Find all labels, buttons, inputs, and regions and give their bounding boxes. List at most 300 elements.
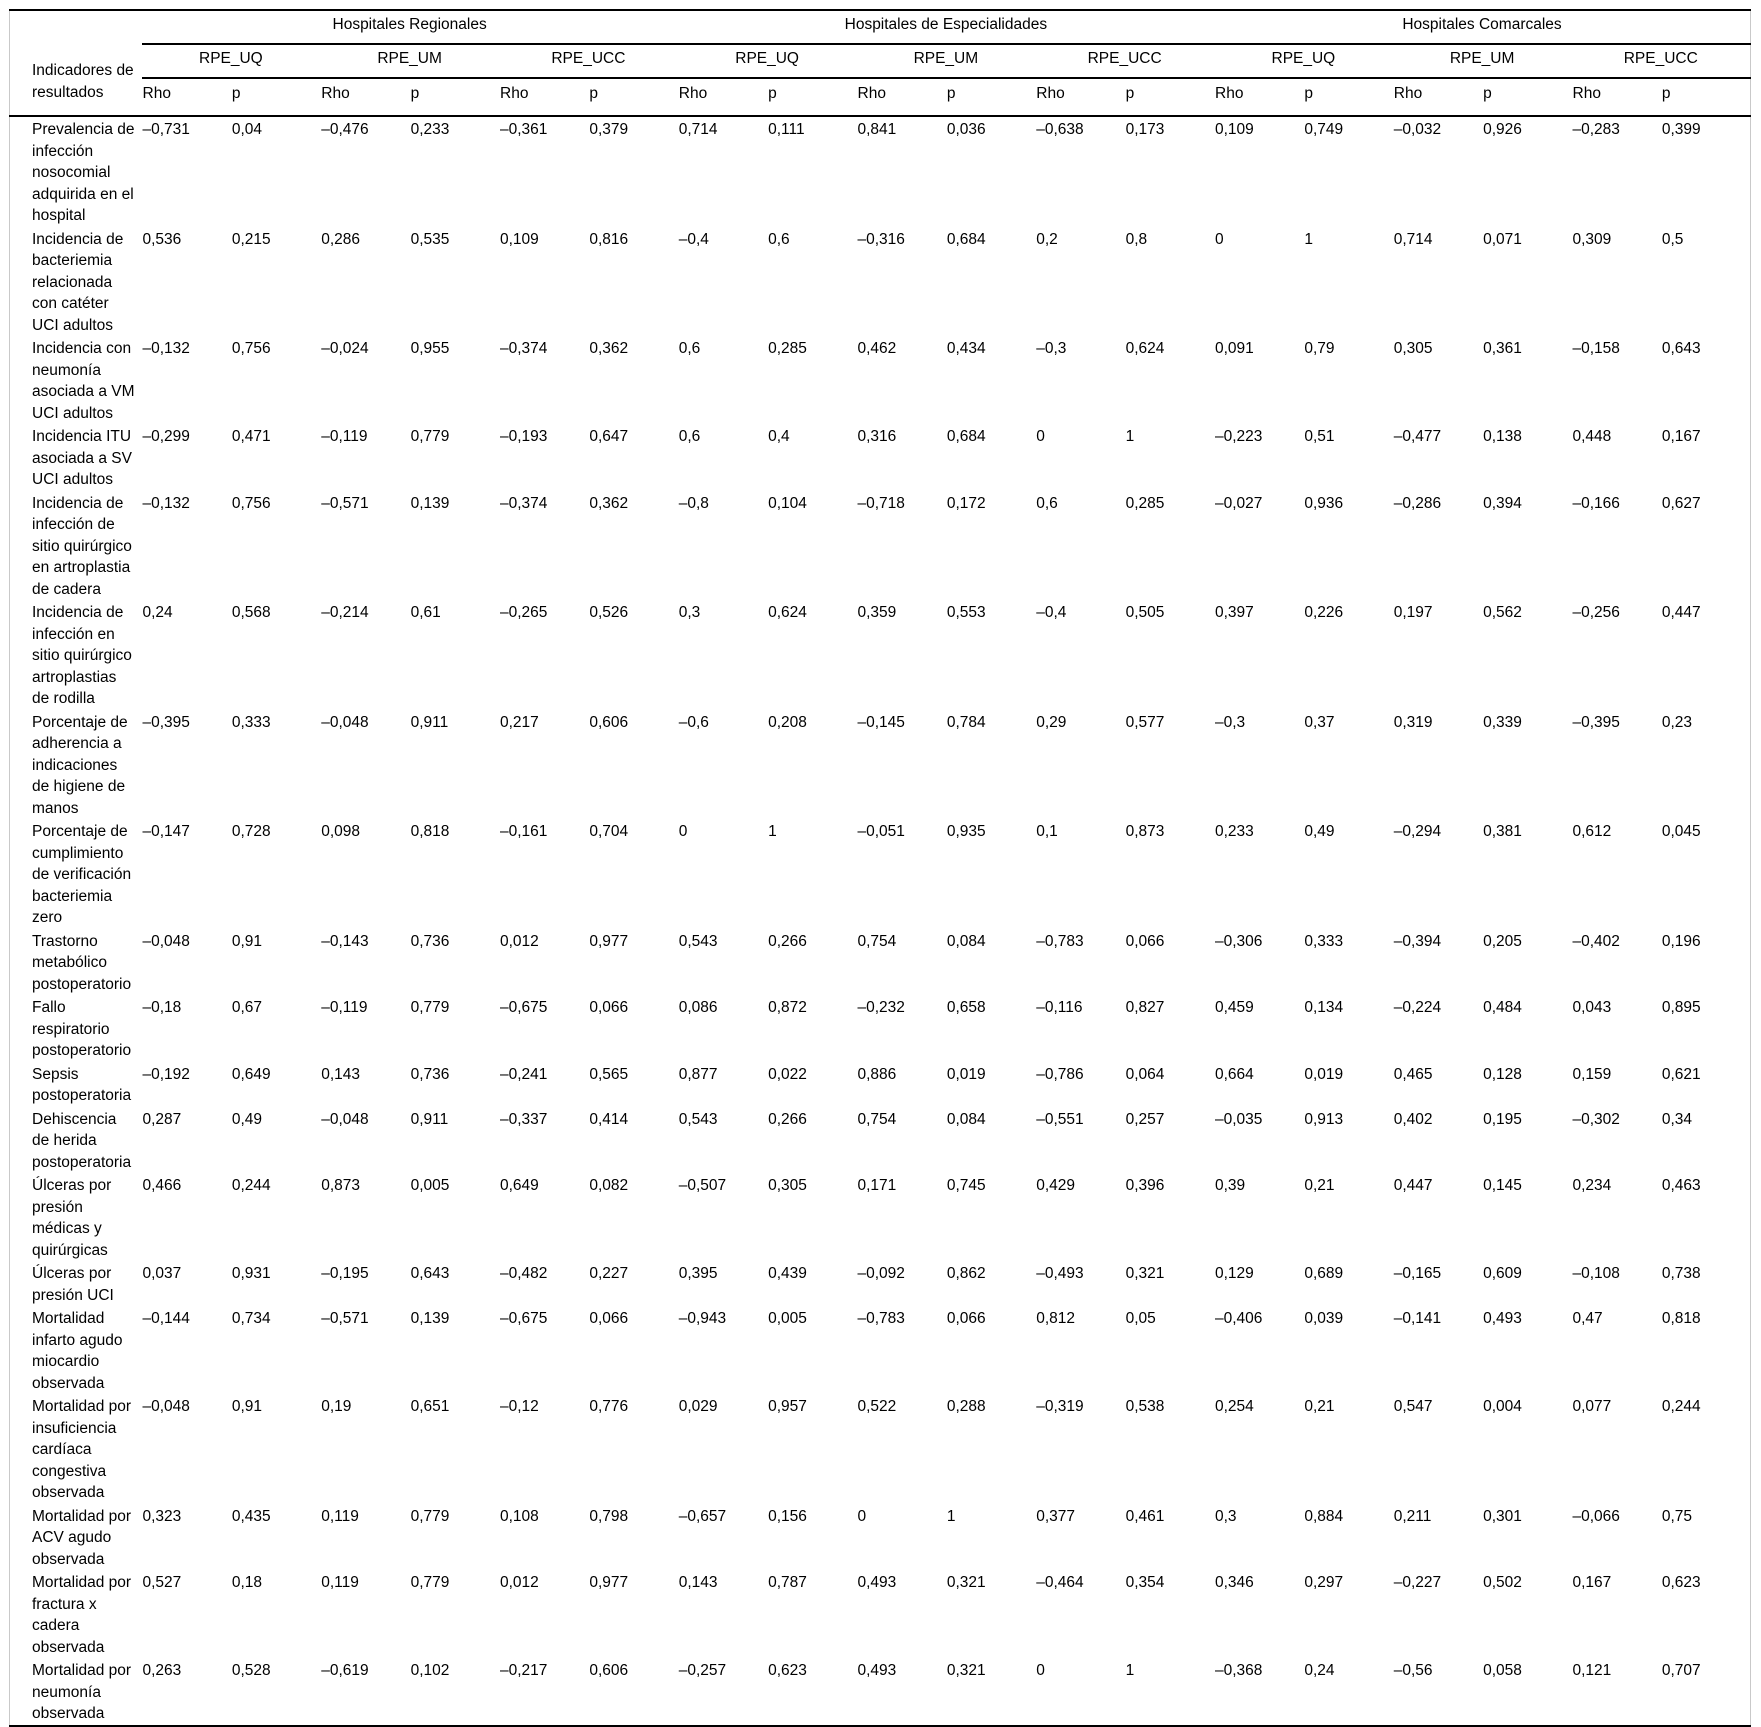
cell-value: –0,56 (1393, 1662, 1433, 1679)
cell-value: 0,022 (768, 1065, 807, 1083)
cell-value: 0,39 (1215, 1177, 1246, 1194)
table-row (10, 1570, 1751, 1658)
cell-value: 0,394 (1483, 494, 1522, 512)
cell-value: –0,675 (500, 1310, 548, 1327)
cell-value: 0,111 (768, 121, 805, 138)
subgroup-header: RPE_UM (857, 44, 1036, 78)
stat-header: p (1661, 78, 1751, 116)
cell-value: –0,294 (1393, 823, 1442, 840)
cell-value: 0,447 (1393, 1177, 1433, 1194)
cell-value: –0,571 (321, 1310, 369, 1327)
cell-value: 0,171 (857, 1177, 897, 1194)
cell-value: –0,116 (1036, 999, 1083, 1016)
cell-value: 0,05 (1125, 1310, 1156, 1327)
table-row (10, 1062, 1751, 1107)
cell-value: 0,1 (1036, 823, 1058, 840)
stat-header: p (231, 78, 320, 116)
cell-value: –0,265 (500, 604, 548, 621)
cell-value: –0,147 (142, 823, 190, 840)
cell-value: 0,754 (857, 1110, 897, 1128)
cell-value: 0,208 (768, 713, 807, 731)
cell-value: –0,477 (1393, 428, 1442, 445)
cell-value: 0,257 (1125, 1110, 1165, 1128)
cell-value: 0,4 (768, 428, 790, 445)
cell-value: 0,04 (231, 121, 263, 138)
cell-value: 0,129 (1215, 1265, 1254, 1282)
cell-value: 0,286 (321, 230, 361, 248)
cell-value: 0,728 (231, 823, 271, 840)
cell-value: –0,4 (1036, 604, 1067, 621)
cell-value: 0,448 (1572, 428, 1612, 445)
stat-header: p (1303, 78, 1392, 116)
cell-value: 0,004 (1483, 1398, 1522, 1415)
cell-value: 0,736 (410, 932, 450, 950)
cell-value: 0,536 (142, 230, 182, 248)
table-row (10, 1394, 1751, 1504)
cell-value: 0,305 (768, 1177, 807, 1194)
cell-value: –0,051 (857, 823, 905, 840)
cell-value: 0,738 (1661, 1265, 1701, 1282)
cell-value: 0,51 (1304, 428, 1335, 445)
cell-value: 0,606 (589, 713, 629, 731)
cell-value: 0,779 (410, 428, 450, 445)
cell-value: 0,562 (1483, 604, 1522, 621)
row-label: Sepsis postoperatoria (32, 1065, 132, 1104)
cell-value: 0,077 (1572, 1398, 1612, 1415)
stat-header: Rho (1572, 78, 1661, 116)
cell-value: 0,612 (1572, 823, 1612, 840)
row-label: Mortalidad por fractura x cadera observada (32, 1574, 132, 1656)
cell-value: 0,215 (231, 230, 271, 248)
cell-value: 0,79 (1304, 340, 1335, 357)
cell-value: 0,463 (1661, 1177, 1701, 1194)
cell-value: 0,877 (678, 1065, 718, 1083)
cell-value: –0,144 (142, 1310, 190, 1327)
cell-value: 0,977 (589, 932, 629, 950)
cell-value: 0,543 (678, 1110, 718, 1128)
cell-value: 0,217 (500, 713, 539, 731)
cell-value: –0,361 (500, 121, 548, 138)
cell-value: 0,818 (1661, 1310, 1701, 1327)
cell-value: –0,783 (1036, 932, 1084, 950)
cell-value: 0,745 (946, 1177, 986, 1194)
cell-value: 0,689 (1304, 1265, 1344, 1282)
cell-value: 0,643 (410, 1265, 450, 1282)
cell-value: –0,783 (857, 1310, 905, 1327)
cell-value: –0,092 (857, 1265, 905, 1282)
subgroup-header: RPE_UQ (1214, 44, 1393, 78)
subgroup-header: RPE_UQ (678, 44, 857, 78)
cell-value: 0,21 (1304, 1177, 1335, 1194)
table-row (10, 227, 1751, 337)
cell-value: 0,734 (231, 1310, 271, 1327)
table-body (10, 116, 1751, 1726)
cell-value: –0,217 (500, 1662, 548, 1679)
cell-value: 0,21 (1304, 1398, 1335, 1415)
cell-value: 0,779 (410, 1507, 450, 1525)
subgroup-header: RPE_UQ (142, 44, 321, 78)
cell-value: –0,493 (1036, 1265, 1084, 1282)
cell-value: 0,459 (1215, 999, 1254, 1016)
cell-value: 0,684 (946, 428, 986, 445)
cell-value: –0,192 (142, 1065, 190, 1083)
table-row (10, 710, 1751, 820)
cell-value: 0,547 (1393, 1398, 1433, 1415)
cell-value: 0,526 (589, 604, 629, 621)
subgroup-header: RPE_UCC (499, 44, 678, 78)
cell-value: 0,082 (589, 1177, 629, 1194)
cell-value: 0,798 (589, 1507, 629, 1525)
cell-value: 0,543 (678, 932, 718, 950)
cell-value: –0,306 (1215, 932, 1263, 950)
cell-value: 0,568 (231, 604, 271, 621)
cell-value: 0,623 (1661, 1574, 1701, 1591)
stat-header: p (946, 78, 1035, 116)
cell-value: –0,257 (678, 1662, 727, 1679)
cell-value: –0,227 (1393, 1574, 1442, 1591)
cell-value: 0,538 (1125, 1398, 1165, 1415)
cell-value: 0,776 (589, 1398, 629, 1415)
row-label: Mortalidad por ACV agudo observada (32, 1507, 132, 1568)
cell-value: 0,502 (1483, 1574, 1522, 1591)
cell-value: 0,309 (1572, 230, 1612, 248)
cell-value: 0,381 (1483, 823, 1522, 840)
stat-header: p (588, 78, 677, 116)
table-row (10, 929, 1751, 996)
cell-value: 0,285 (768, 340, 807, 357)
cell-value: –0,232 (857, 999, 905, 1016)
cell-value: –0,299 (142, 428, 190, 445)
cell-value: –0,048 (321, 713, 369, 731)
cell-value: –0,395 (142, 713, 190, 731)
cell-value: –0,035 (1215, 1110, 1263, 1128)
group-header-regionales: Hospitales Regionales (142, 10, 678, 44)
cell-value: 0,522 (857, 1398, 897, 1415)
cell-value: 0,873 (321, 1177, 361, 1194)
cell-value: 0,6 (1036, 494, 1058, 512)
cell-value: –0,6 (678, 713, 709, 731)
cell-value: 0,244 (231, 1177, 271, 1194)
cell-value: 0,886 (857, 1065, 897, 1083)
cell-value: 1 (946, 1507, 956, 1525)
cell-value: –0,283 (1572, 121, 1620, 138)
cell-value: 0,471 (231, 428, 271, 445)
cell-value: 0,439 (768, 1265, 807, 1282)
cell-value: 0,816 (589, 230, 629, 248)
cell-value: 0,873 (1125, 823, 1165, 840)
table-row (10, 1261, 1751, 1306)
cell-value: 0,139 (410, 1310, 450, 1327)
cell-value: 0,649 (231, 1065, 271, 1083)
cell-value: 0,119 (321, 1507, 359, 1525)
cell-value: 0,91 (231, 932, 263, 950)
cell-value: 0,884 (1304, 1507, 1344, 1525)
cell-value: 0,297 (1304, 1574, 1344, 1591)
cell-value: 0,67 (231, 999, 263, 1016)
cell-value: 0,066 (589, 1310, 629, 1327)
cell-value: 0,108 (500, 1507, 539, 1525)
cell-value: 0,143 (321, 1065, 361, 1083)
cell-value: 0,145 (1483, 1177, 1522, 1194)
cell-value: –0,256 (1572, 604, 1620, 621)
subgroup-header: RPE_UM (320, 44, 499, 78)
cell-value: 0,263 (142, 1662, 182, 1679)
cell-value: 0,196 (1661, 932, 1701, 950)
stat-header: Rho (499, 78, 588, 116)
cell-value: 0,058 (1483, 1662, 1522, 1679)
cell-value: –0,214 (321, 604, 369, 621)
cell-value: 0,535 (410, 230, 450, 248)
row-label: Mortalidad por insuficiencia cardíaca congestiva observada (32, 1398, 132, 1501)
cell-value: 0,195 (1483, 1110, 1522, 1128)
cell-value: 0,756 (231, 340, 271, 357)
stat-header: Rho (1393, 78, 1482, 116)
table-row (10, 1173, 1751, 1261)
table-row (10, 116, 1751, 227)
cell-value: 0,465 (1393, 1065, 1433, 1083)
cell-value: –0,166 (1572, 494, 1620, 512)
row-label: Trastorno metabólico postoperatorio (32, 932, 132, 993)
stat-header: p (1125, 78, 1214, 116)
cell-value: –0,18 (142, 999, 182, 1016)
cell-value: 0,138 (1483, 428, 1522, 445)
cell-value: –0,12 (500, 1398, 539, 1415)
stat-header: Rho (1214, 78, 1303, 116)
cell-value: 0,714 (678, 121, 718, 138)
cell-value: 0,779 (410, 1574, 450, 1591)
cell-value: 0,197 (1393, 604, 1433, 621)
cell-value: –0,675 (500, 999, 548, 1016)
cell-value: 0,019 (946, 1065, 986, 1083)
row-label: Incidencia de infección en sitio quirúrgico artroplastias de rodilla (32, 604, 132, 707)
cell-value: –0,158 (1572, 340, 1620, 357)
cell-value: 0,143 (678, 1574, 718, 1591)
row-label: Fallo respiratorio postoperatorio (32, 999, 132, 1059)
cell-value: 0,47 (1572, 1310, 1603, 1327)
cell-value: 0,205 (1483, 932, 1522, 950)
cell-value: 0,3 (678, 604, 701, 621)
cell-value: –0,319 (1036, 1398, 1084, 1415)
cell-value: 0,362 (589, 494, 629, 512)
cell-value: –0,394 (1393, 932, 1442, 950)
cell-value: 0,29 (1036, 713, 1067, 731)
cell-value: 0,012 (500, 932, 539, 950)
cell-value: –0,108 (1572, 1265, 1620, 1282)
stat-header: Rho (1035, 78, 1124, 116)
cell-value: –0,731 (142, 121, 190, 138)
cell-value: –0,048 (142, 1398, 190, 1415)
cell-value: –0,619 (321, 1662, 369, 1679)
cell-value: 1 (768, 823, 777, 840)
cell-value: 0,377 (1036, 1507, 1076, 1525)
cell-value: 0,321 (1125, 1265, 1165, 1282)
group-header-row (10, 10, 1751, 44)
row-label: Úlceras por presión médicas y quirúrgicas (32, 1177, 112, 1259)
cell-value: –0,337 (500, 1110, 548, 1128)
cell-value: –0,132 (142, 340, 190, 357)
cell-value: 0,414 (589, 1110, 629, 1128)
cell-value: 0,75 (1661, 1507, 1693, 1525)
cell-value: 0,6 (678, 340, 701, 357)
cell-value: 0,098 (321, 823, 361, 840)
cell-value: 0,254 (1215, 1398, 1254, 1415)
row-label: Porcentaje de adherencia a indicaciones de higiene de manos (32, 713, 128, 817)
table-row (10, 1306, 1751, 1394)
cell-value: 1 (1304, 230, 1313, 248)
cell-value: 0,913 (1304, 1110, 1344, 1128)
cell-value: 0,323 (142, 1507, 182, 1525)
cell-value: 0,493 (1483, 1310, 1522, 1327)
cell-value: 0,977 (589, 1574, 629, 1591)
cell-value: 0,321 (946, 1662, 986, 1679)
cell-value: 0,812 (1036, 1310, 1076, 1327)
cell-value: 0,527 (142, 1574, 182, 1591)
cell-value: 0,577 (1125, 713, 1165, 731)
cell-value: –0,3 (1215, 713, 1246, 731)
cell-value: 0,156 (768, 1507, 807, 1525)
cell-value: –0,119 (321, 999, 368, 1016)
table-row (10, 424, 1751, 491)
cell-value: 0,841 (857, 121, 897, 138)
cell-value: –0,657 (678, 1507, 727, 1525)
cell-value: –0,286 (1393, 494, 1442, 512)
cell-value: 0,012 (500, 1574, 539, 1591)
cell-value: 0,287 (142, 1110, 182, 1128)
cell-value: 0,818 (410, 823, 450, 840)
cell-value: 0,862 (946, 1265, 986, 1282)
cell-value: 0,173 (1125, 121, 1165, 138)
cell-value: –0,3 (1036, 340, 1067, 357)
row-label: Mortalidad infarto agudo miocardio observada (32, 1310, 123, 1392)
cell-value: –0,943 (678, 1310, 727, 1327)
cell-value: 0,086 (678, 999, 718, 1016)
cell-value: 0,128 (1483, 1065, 1522, 1083)
cell-value: 0,827 (1125, 999, 1165, 1016)
cell-value: 0,333 (231, 713, 271, 731)
cell-value: 0,066 (946, 1310, 986, 1327)
table-row (10, 336, 1751, 424)
cell-value: 0,037 (142, 1265, 182, 1282)
cell-value: 0,167 (1661, 428, 1701, 445)
cell-value: 0,084 (946, 1110, 986, 1128)
cell-value: –0,4 (678, 230, 709, 248)
row-label: Dehiscencia de herida postoperatoria (32, 1110, 132, 1171)
cell-value: 0,528 (231, 1662, 271, 1679)
group-header-comarcales: Hospitales Comarcales (1214, 10, 1751, 44)
table-row (10, 491, 1751, 601)
cell-value: 0,396 (1125, 1177, 1165, 1194)
cell-value: 0,462 (857, 340, 897, 357)
cell-value: 0,362 (589, 340, 629, 357)
cell-value: 0,736 (410, 1065, 450, 1083)
cell-value: 0,23 (1661, 713, 1693, 731)
cell-value: 0,37 (1304, 713, 1335, 731)
cell-value: 0,872 (768, 999, 807, 1016)
cell-value: 0,955 (410, 340, 450, 357)
cell-value: –0,195 (321, 1265, 369, 1282)
cell-value: 0,139 (410, 494, 450, 512)
cell-value: –0,786 (1036, 1065, 1084, 1083)
cell-value: –0,406 (1215, 1310, 1263, 1327)
subgroup-header: RPE_UCC (1035, 44, 1214, 78)
cell-value: 0,935 (946, 823, 986, 840)
cell-value: 0,402 (1393, 1110, 1433, 1128)
cell-value: 0,301 (1483, 1507, 1522, 1525)
cell-value: –0,302 (1572, 1110, 1620, 1128)
cell-value: –0,507 (678, 1177, 727, 1194)
stat-header: p (1482, 78, 1571, 116)
cell-value: 0,266 (768, 1110, 807, 1128)
cell-value: –0,482 (500, 1265, 548, 1282)
cell-value: –0,141 (1393, 1310, 1442, 1327)
cell-value: 0,24 (1304, 1662, 1335, 1679)
cell-value: 0,266 (768, 932, 807, 950)
cell-value: 0,609 (1483, 1265, 1522, 1282)
cell-value: 0,466 (142, 1177, 182, 1194)
row-label: Incidencia de infección de sitio quirúrgico en artroplastia de cadera (32, 494, 132, 598)
subgroup-header: RPE_UCC (1572, 44, 1751, 78)
cell-value: –0,193 (500, 428, 548, 445)
cell-value: 0,104 (768, 494, 807, 512)
row-label: Prevalencia de infección nosocomial adquirida en el hospital (32, 121, 135, 224)
cell-value: 0,6 (678, 428, 701, 445)
cell-value: 0 (1036, 428, 1045, 445)
cell-value: 0,005 (768, 1310, 807, 1327)
cell-value: 0,429 (1036, 1177, 1076, 1194)
cell-value: 0,064 (1125, 1065, 1165, 1083)
cell-value: 0 (857, 1507, 867, 1525)
stat-header-row (10, 78, 1751, 116)
cell-value: 0,931 (231, 1265, 271, 1282)
stat-header: Rho (857, 78, 946, 116)
cell-value: 0,493 (857, 1574, 897, 1591)
cell-value: –0,374 (500, 340, 548, 357)
cell-value: 1 (1125, 428, 1135, 445)
cell-value: 0,643 (1661, 340, 1701, 357)
cell-value: 0,379 (589, 121, 629, 138)
cell-value: 0,233 (1215, 823, 1254, 840)
cell-value: –0,027 (1215, 494, 1263, 512)
cell-value: 0,434 (946, 340, 986, 357)
cell-value: –0,241 (500, 1065, 548, 1083)
cell-value: –0,161 (500, 823, 548, 840)
cell-value: –0,368 (1215, 1662, 1263, 1679)
cell-value: 0,24 (142, 604, 173, 621)
cell-value: 0,926 (1483, 121, 1522, 138)
cell-value: 0,319 (1393, 713, 1433, 731)
cell-value: 0,18 (231, 1574, 263, 1591)
cell-value: 0,397 (1215, 604, 1254, 621)
cell-value: 0,159 (1572, 1065, 1612, 1083)
cell-value: 0,8 (1125, 230, 1148, 248)
cell-value: –0,066 (1572, 1507, 1620, 1525)
cell-value: 0,354 (1125, 1574, 1165, 1591)
cell-value: 0,109 (1215, 121, 1254, 138)
cell-value: –0,551 (1036, 1110, 1084, 1128)
cell-value: 0,045 (1661, 823, 1701, 840)
cell-value: 0,071 (1483, 230, 1522, 248)
cell-value: –0,402 (1572, 932, 1620, 950)
correlation-table (9, 9, 1751, 1727)
cell-value: 0,649 (500, 1177, 539, 1194)
cell-value: –0,165 (1393, 1265, 1442, 1282)
group-header-especialidades: Hospitales de Especialidades (678, 10, 1214, 44)
cell-value: 0,091 (1215, 340, 1254, 357)
cell-value: 0,658 (946, 999, 986, 1016)
cell-value: 0,346 (1215, 1574, 1254, 1591)
cell-value: 0,234 (1572, 1177, 1612, 1194)
table-row (10, 995, 1751, 1062)
